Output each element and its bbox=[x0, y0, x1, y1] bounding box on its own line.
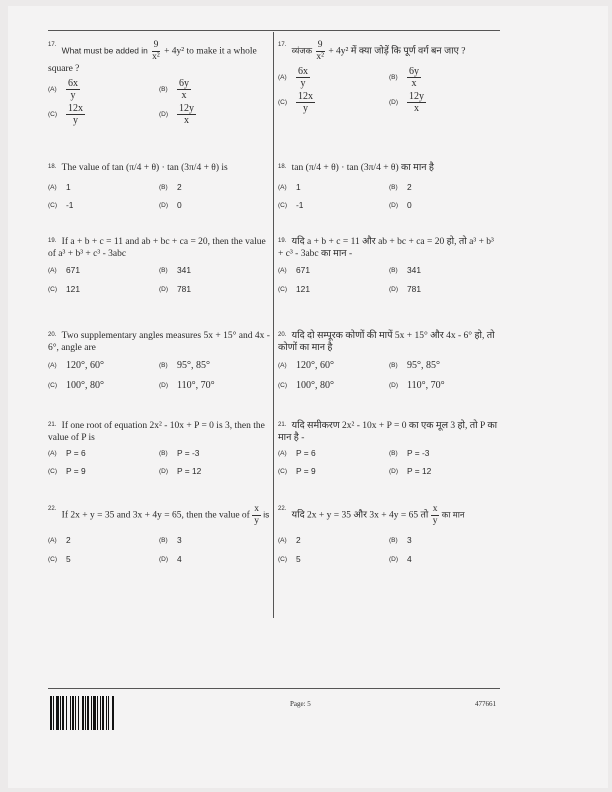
question-21-hi bbox=[278, 420, 500, 477]
option-a: (A) 120°, 60° bbox=[48, 360, 104, 371]
question-stem-pre: यदि 2x + y = 35 और 3x + 4y = 65 तो bbox=[291, 510, 429, 521]
question-20-en bbox=[48, 330, 270, 391]
option-d: (D) 781 bbox=[389, 284, 421, 294]
option-a: (A) $\frac{6x}{y}$ bbox=[278, 66, 308, 89]
question-number: 22. bbox=[278, 506, 287, 512]
question-number: 18. bbox=[278, 164, 287, 170]
question-17-en bbox=[48, 40, 270, 126]
stem-fraction: $\frac{x}{y}$ bbox=[254, 504, 259, 526]
option-c: (C) 100°, 80° bbox=[278, 380, 334, 391]
option-d: (D) 110°, 70° bbox=[159, 380, 215, 391]
options bbox=[48, 535, 270, 565]
question-stem: यदि समीकरण 2x² - 10x + P = 0 का एक मूल 3 हो, तो P का मान है - bbox=[278, 421, 498, 443]
booklet-code: 477661 bbox=[475, 700, 496, 708]
option-d: (D) 4 bbox=[389, 554, 412, 564]
option-d: (D) 110°, 70° bbox=[389, 380, 445, 391]
option-a: (A) 2 bbox=[278, 535, 301, 545]
option-b: (B) 3 bbox=[389, 535, 412, 545]
exam-page bbox=[8, 6, 608, 788]
option-d: (D) 0 bbox=[389, 200, 412, 210]
option-d: (D) 4 bbox=[159, 554, 182, 564]
option-a: (A) 1 bbox=[278, 182, 301, 192]
question-number: 19. bbox=[48, 238, 57, 244]
option-a: (A) P = 6 bbox=[48, 448, 86, 458]
option-d: (D) $\frac{12y}{x}$ bbox=[159, 103, 194, 126]
option-c: (C) 121 bbox=[48, 284, 80, 294]
option-b: (B) $\frac{6y}{x}$ bbox=[159, 78, 189, 101]
option-b: (B) 2 bbox=[159, 182, 182, 192]
question-stem: Two supplementary angles measures 5x + 15° and 4x - 6°, angle are bbox=[48, 331, 270, 353]
question-number: 17. bbox=[278, 42, 287, 48]
stem-fraction: $\frac{x}{y}$ bbox=[432, 504, 438, 526]
option-d: (D) P = 12 bbox=[159, 466, 202, 476]
question-number: 21. bbox=[48, 422, 57, 428]
option-c: (C) P = 9 bbox=[48, 466, 86, 476]
option-a: (A) 2 bbox=[48, 535, 71, 545]
option-a: (A) $\frac{6x}{y}$ bbox=[48, 78, 78, 101]
question-22-en bbox=[48, 504, 270, 565]
question-stem-post: का मान bbox=[441, 509, 465, 520]
question-number: 17. bbox=[48, 42, 57, 48]
options bbox=[278, 448, 500, 477]
option-c: (C) 121 bbox=[278, 284, 310, 294]
question-number: 18. bbox=[48, 164, 57, 170]
question-stem-post: + 4y² to make it a whole square ? bbox=[48, 46, 257, 74]
question-20-hi bbox=[278, 330, 500, 391]
option-c: (C) 5 bbox=[278, 554, 301, 564]
options bbox=[48, 265, 270, 295]
question-stem: If one root of equation 2x² - 10x + P = 0 is 3, then the value of P is bbox=[48, 421, 265, 443]
option-d: (D) $\frac{12y}{x}$ bbox=[389, 91, 424, 114]
option-a: (A) P = 6 bbox=[278, 448, 316, 458]
question-stem-pre: If 2x + y = 35 and 3x + 4y = 65, then the value of bbox=[61, 510, 250, 521]
option-b: (B) P = -3 bbox=[389, 448, 430, 458]
question-19-hi bbox=[278, 236, 500, 295]
option-b: (B) 95°, 85° bbox=[159, 360, 210, 371]
options bbox=[278, 360, 500, 391]
option-b: (B) 341 bbox=[159, 265, 191, 275]
question-number: 22. bbox=[48, 506, 57, 512]
question-stem-pre: व्यंजक bbox=[291, 45, 313, 56]
question-19-en bbox=[48, 236, 270, 295]
option-a: (A) 671 bbox=[278, 265, 310, 275]
option-c: (C) $\frac{12x}{y}$ bbox=[278, 91, 313, 114]
option-c: (C) P = 9 bbox=[278, 466, 316, 476]
question-21-en bbox=[48, 420, 270, 477]
question-stem: tan (π/4 + θ) · tan (3π/4 + θ) का मान है bbox=[291, 163, 434, 173]
question-stem: यदि दो सम्पूरक कोणों की मापें 5x + 15° और 4x - 6° हो, तो कोणों का मान है bbox=[278, 331, 495, 353]
barcode-stripe bbox=[114, 696, 115, 730]
page-number: Page: 5 bbox=[290, 700, 311, 708]
option-c: (C) -1 bbox=[278, 200, 304, 210]
option-b: (B) 3 bbox=[159, 535, 182, 545]
option-b: (B) 95°, 85° bbox=[389, 360, 440, 371]
options bbox=[278, 265, 500, 295]
option-a: (A) 1 bbox=[48, 182, 71, 192]
stem-fraction: $\frac{9}{\text{x²}}$ bbox=[152, 40, 160, 62]
stem-fraction: $\frac{9}{\text{x²}}$ bbox=[316, 40, 324, 62]
options bbox=[278, 182, 500, 211]
option-d: (D) P = 12 bbox=[389, 466, 432, 476]
options bbox=[48, 360, 270, 391]
option-b: (B) 2 bbox=[389, 182, 412, 192]
option-b: (B) 341 bbox=[389, 265, 421, 275]
option-c: (C) -1 bbox=[48, 200, 74, 210]
question-stem-pre: What must be added in bbox=[61, 45, 148, 56]
options bbox=[278, 66, 500, 114]
option-a: (A) 671 bbox=[48, 265, 80, 275]
question-18-hi bbox=[278, 162, 500, 211]
question-stem-post: + 4y² में क्या जोड़ें कि पूर्ण वर्ग बन जाए ? bbox=[328, 46, 466, 57]
question-stem: यदि a + b + c = 11 और ab + bc + ca = 20 हो, तो a³ + b³ + c³ - 3abc का मान - bbox=[278, 237, 494, 259]
top-rule bbox=[48, 30, 500, 31]
options bbox=[48, 182, 270, 211]
option-c: (C) $\frac{12x}{y}$ bbox=[48, 103, 83, 126]
question-stem: If a + b + c = 11 and ab + bc + ca = 20, then the value of a³ + b³ + c³ - 3abc bbox=[48, 237, 266, 259]
option-c: (C) 5 bbox=[48, 554, 71, 564]
question-18-en bbox=[48, 162, 270, 211]
option-a: (A) 120°, 60° bbox=[278, 360, 334, 371]
options bbox=[48, 78, 270, 126]
barcode bbox=[50, 696, 145, 730]
option-c: (C) 100°, 80° bbox=[48, 380, 104, 391]
options bbox=[278, 535, 500, 565]
question-number: 21. bbox=[278, 422, 287, 428]
question-stem: The value of tan (π/4 + θ) · tan (3π/4 + θ) is bbox=[61, 163, 228, 173]
question-stem-post: is bbox=[263, 509, 270, 520]
question-22-hi bbox=[278, 504, 500, 565]
option-d: (D) 781 bbox=[159, 284, 191, 294]
question-17-hi bbox=[278, 40, 500, 114]
question-number: 20. bbox=[48, 332, 57, 338]
option-b: (B) $\frac{6y}{x}$ bbox=[389, 66, 419, 89]
question-number: 19. bbox=[278, 238, 287, 244]
bottom-rule bbox=[48, 688, 500, 689]
option-b: (B) P = -3 bbox=[159, 448, 200, 458]
option-d: (D) 0 bbox=[159, 200, 182, 210]
question-number: 20. bbox=[278, 332, 287, 338]
options bbox=[48, 448, 270, 477]
column-divider bbox=[273, 32, 274, 618]
